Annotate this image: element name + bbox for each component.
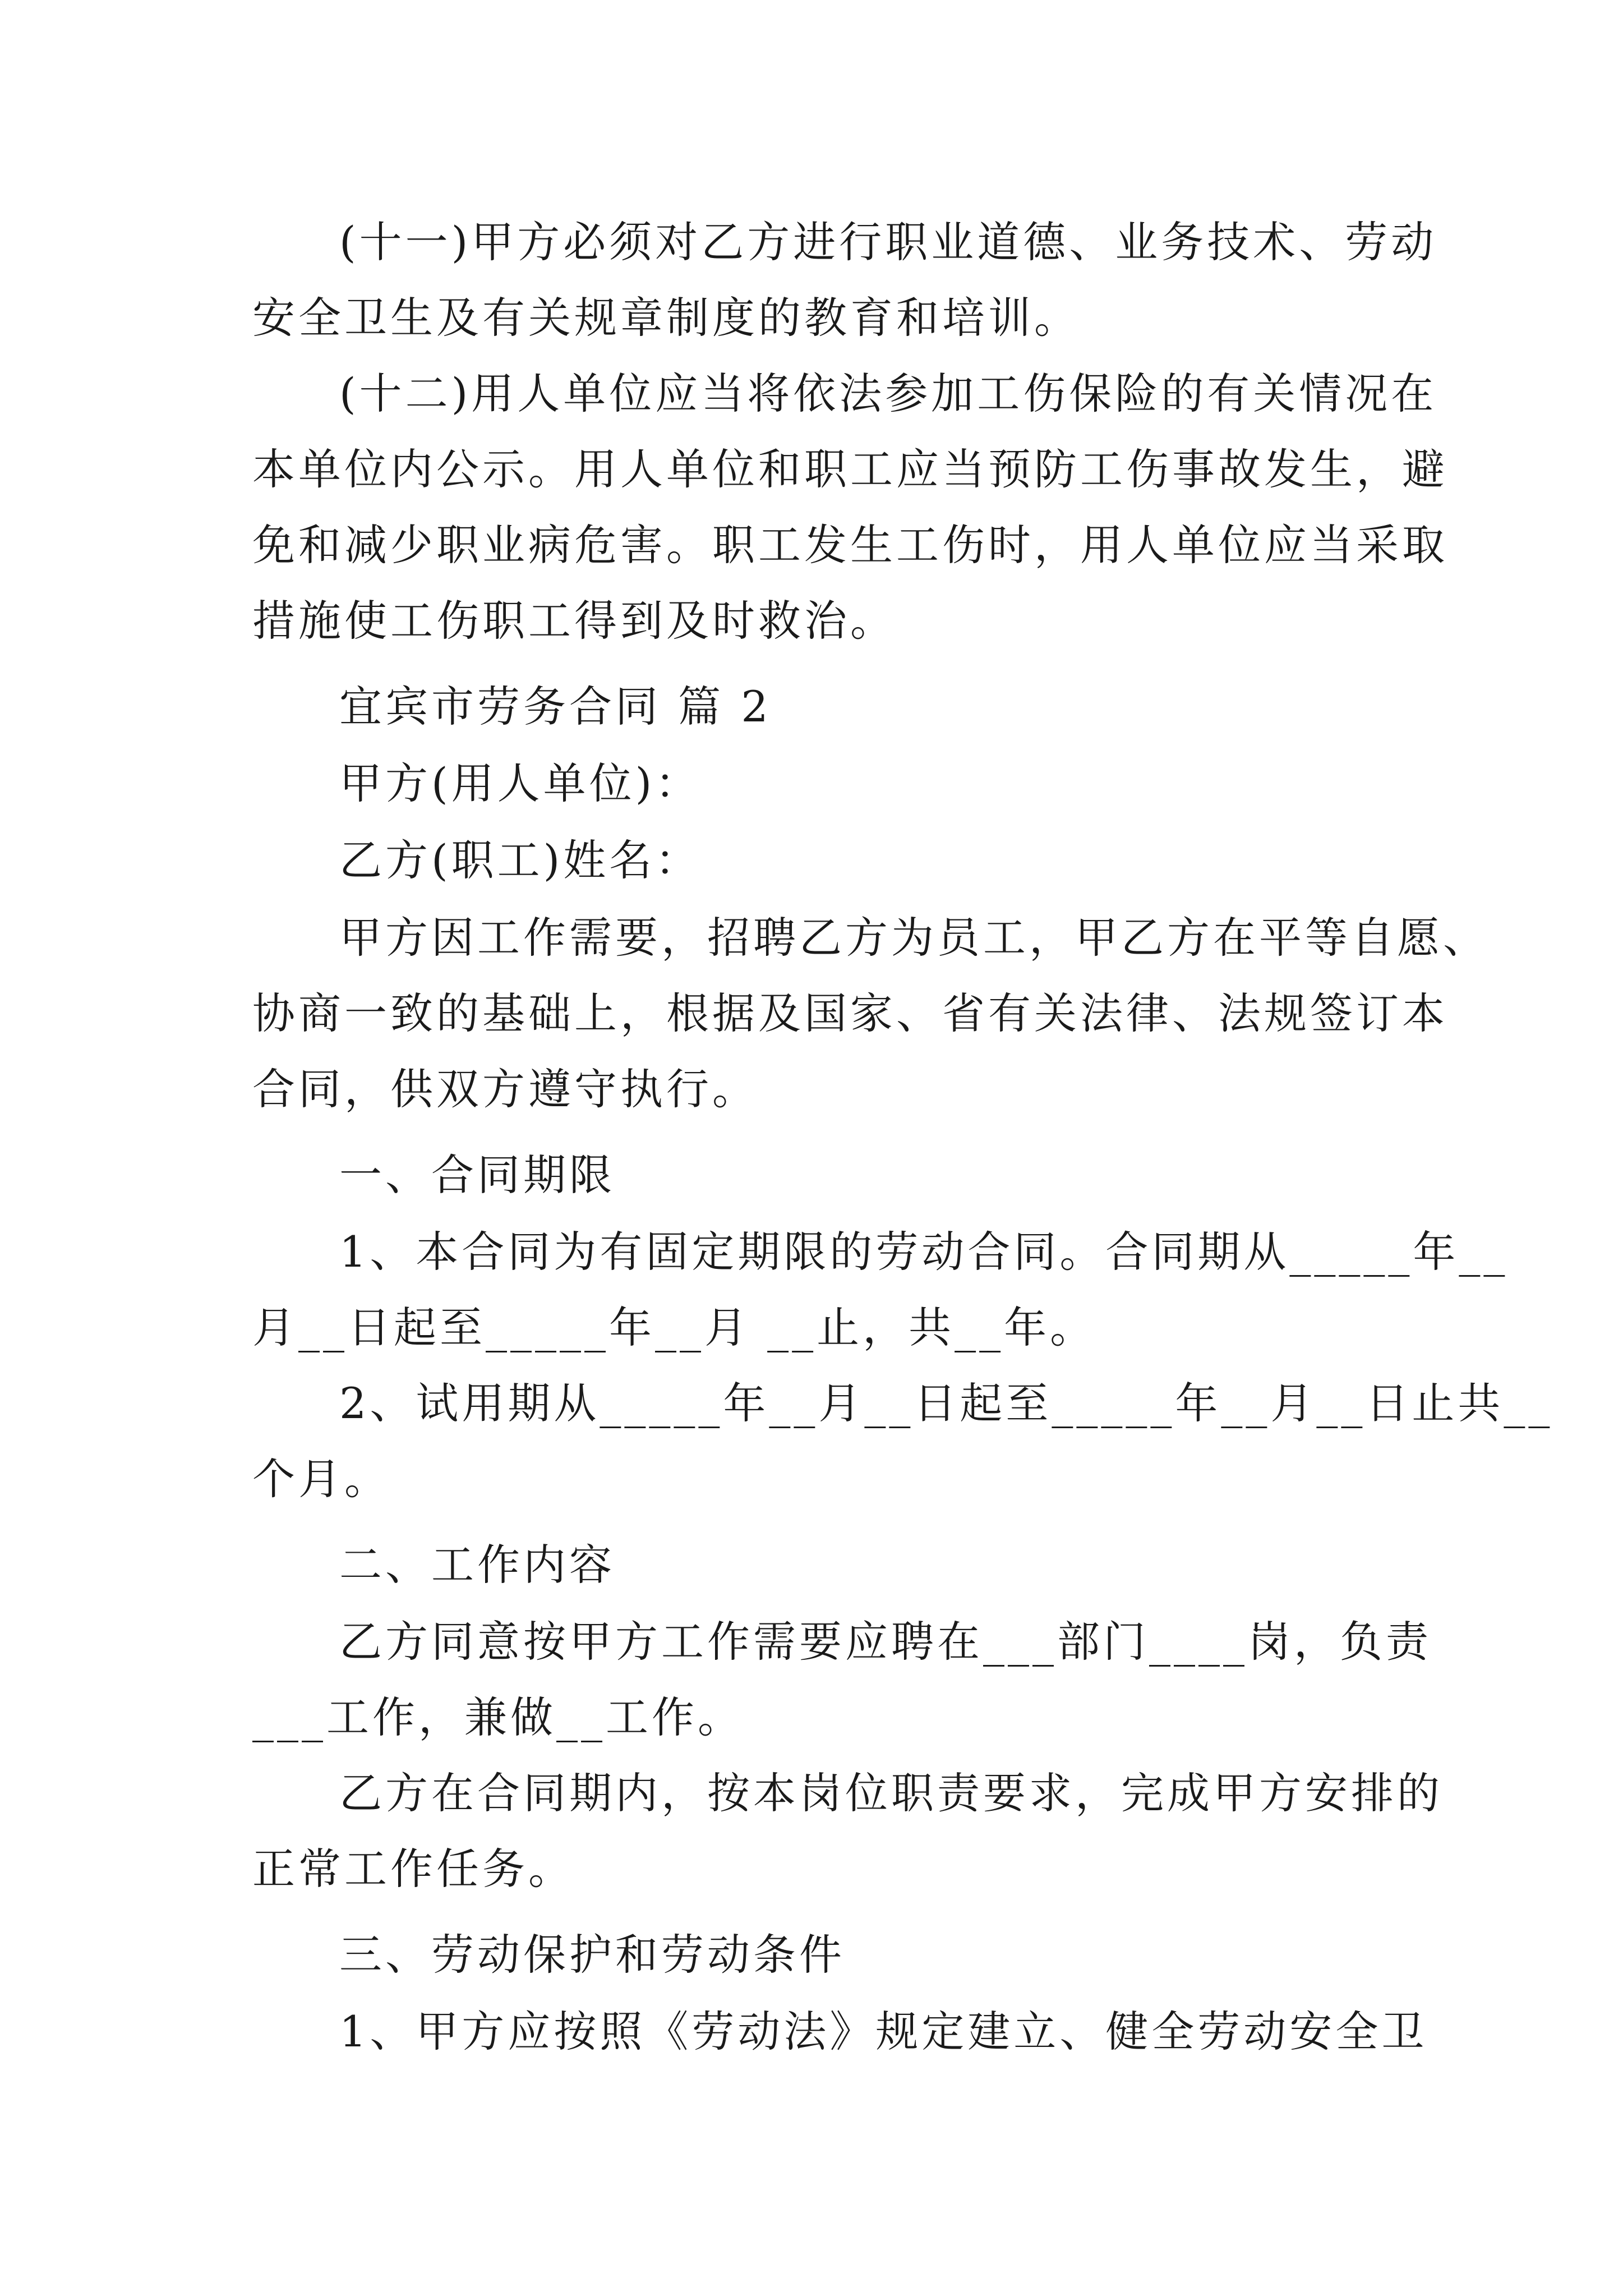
- paragraph-12-line-2: 本单位内公示。用人单位和职工应当预防工伤事故发生，避: [252, 444, 1448, 494]
- heading-labor-protection: 三、劳动保护和劳动条件: [339, 1930, 845, 1980]
- paragraph-12-line-1: (十二)用人单位应当将依法参加工伤保险的有关情况在: [339, 369, 1437, 418]
- term-item-2-line-1: 2、试用期从_____年__月__日起至_____年__月__日止共__: [339, 1378, 1553, 1428]
- paragraph-11-line-1: (十一)甲方必须对乙方进行职业道德、业务技术、劳动: [339, 217, 1437, 267]
- heading-work-content: 二、工作内容: [339, 1540, 615, 1590]
- intro-paragraph-line-1: 甲方因工作需要，招聘乙方为员工，甲乙方在平等自愿、: [339, 913, 1489, 963]
- term-item-1-line-1: 1、本合同为有固定期限的劳动合同。合同期从_____年__: [339, 1227, 1509, 1277]
- party-b-label: 乙方(职工)姓名：: [339, 835, 702, 885]
- paragraph-12-line-4: 措施使工伤职工得到及时救治。: [252, 596, 896, 646]
- term-item-2-line-2: 个月。: [252, 1454, 390, 1504]
- paragraph-12-line-3: 免和减少职业病危害。职工发生工伤时，用人单位应当采取: [252, 520, 1448, 570]
- term-item-1-line-2: 月__日起至_____年__月 __止，共__年。: [252, 1303, 1096, 1352]
- work-paragraph-1-line-2: ___工作，兼做__工作。: [252, 1692, 744, 1742]
- work-paragraph-1-line-1: 乙方同意按甲方工作需要应聘在___部门____岗，负责: [339, 1617, 1432, 1667]
- work-paragraph-2-line-1: 乙方在合同期内，按本岗位职责要求，完成甲方安排的: [339, 1768, 1443, 1818]
- heading-contract-term: 一、合同期限: [339, 1150, 615, 1200]
- section-heading-contract-2: 宜宾市劳务合同 篇 2: [339, 682, 772, 731]
- work-paragraph-2-line-2: 正常工作任务。: [252, 1844, 574, 1894]
- protection-item-1-line-1: 1、甲方应按照《劳动法》规定建立、健全劳动安全卫: [339, 2007, 1428, 2056]
- intro-paragraph-line-2: 协商一致的基础上，根据及国家、省有关法律、法规签订本: [252, 988, 1448, 1038]
- paragraph-11-line-2: 安全卫生及有关规章制度的教育和培训。: [252, 293, 1080, 343]
- intro-paragraph-line-3: 合同，供双方遵守执行。: [252, 1064, 758, 1114]
- party-a-label: 甲方(用人单位)：: [339, 758, 702, 808]
